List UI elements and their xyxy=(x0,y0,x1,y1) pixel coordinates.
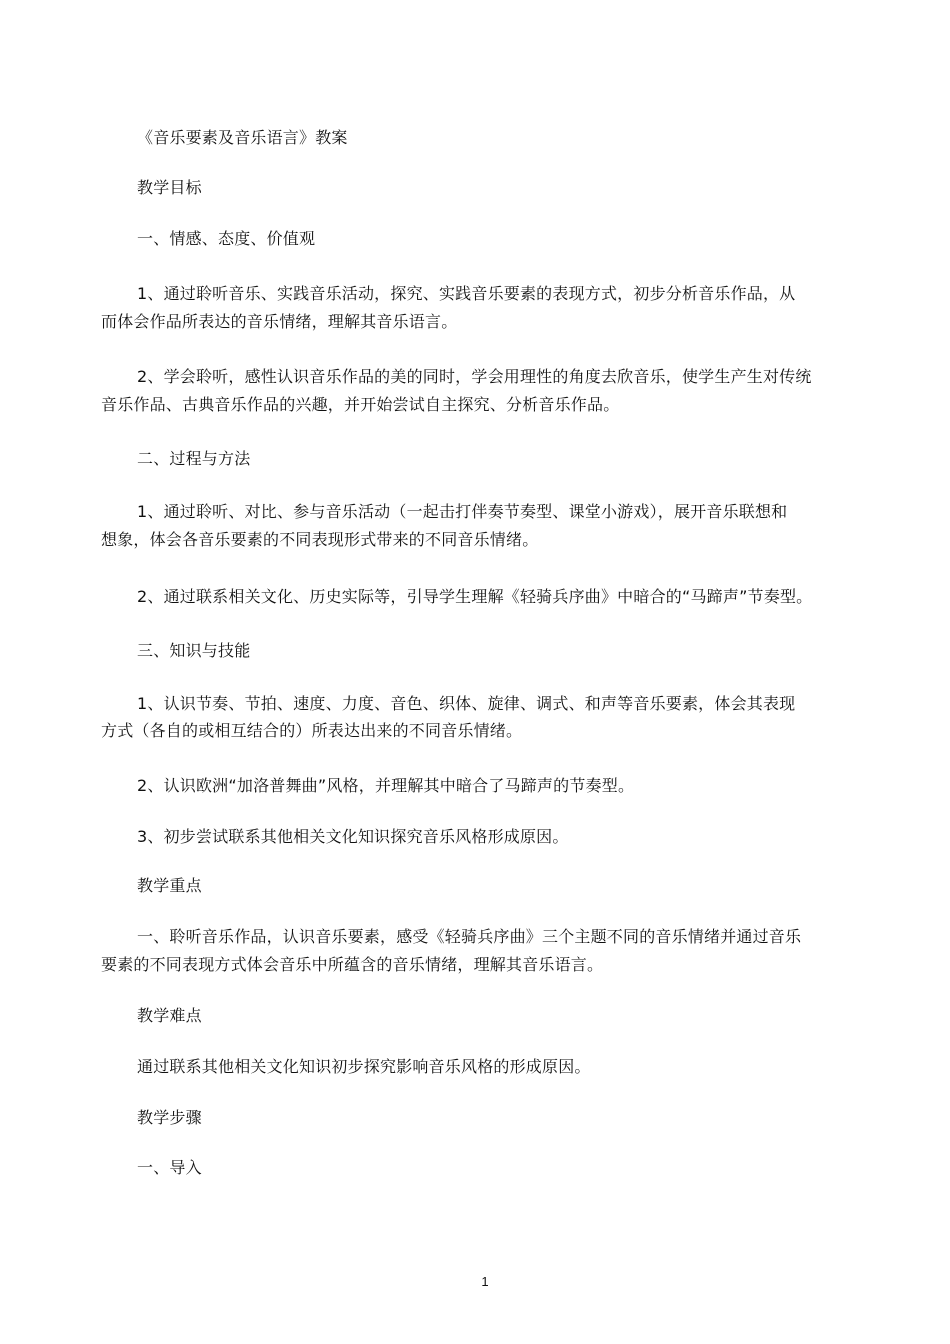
knowledge-paragraph-3: 3、初步尝试联系其他相关文化知识探究音乐风格形成原因。 xyxy=(137,827,569,846)
key-points-line-1: 一、聆听音乐作品，认识音乐要素，感受《轻骑兵序曲》三个主题不同的音乐情绪并通过音乐 xyxy=(137,927,802,946)
knowledge-heading: 三、知识与技能 xyxy=(137,641,251,660)
emotion-paragraph-2-line-2: 音乐作品、古典音乐作品的兴趣，并开始尝试自主探究、分析音乐作品。 xyxy=(101,395,620,414)
emotion-heading: 一、情感、态度、价值观 xyxy=(137,229,316,248)
knowledge-paragraph-2: 2、认识欧洲“加洛普舞曲”风格，并理解其中暗合了马蹄声的节奏型。 xyxy=(137,776,635,795)
teaching-goals-heading: 教学目标 xyxy=(137,178,202,197)
knowledge-paragraph-1-line-1: 1、认识节奏、节拍、速度、力度、音色、织体、旋律、调式、和声等音乐要素，体会其表现 xyxy=(137,694,796,713)
key-points-line-2: 要素的不同表现方式体会音乐中所蕴含的音乐情绪，理解其音乐语言。 xyxy=(101,955,604,974)
emotion-paragraph-1-line-1: 1、通过聆听音乐、实践音乐活动，探究、实践音乐要素的表现方式，初步分析音乐作品，从 xyxy=(137,284,796,303)
difficulties-heading: 教学难点 xyxy=(137,1006,202,1025)
key-points-heading: 教学重点 xyxy=(137,876,202,895)
knowledge-paragraph-1-line-2: 方式（各自的或相互结合的）所表达出来的不同音乐情绪。 xyxy=(101,721,523,740)
emotion-paragraph-2-line-1: 2、学会聆听，感性认识音乐作品的美的同时，学会用理性的角度去欣音乐，使学生产生对传统 xyxy=(137,367,812,386)
process-paragraph-2: 2、通过联系相关文化、历史实际等，引导学生理解《轻骑兵序曲》中暗合的“马蹄声”节奏型。 xyxy=(137,587,813,606)
process-paragraph-1-line-1: 1、通过聆听、对比、参与音乐活动（一起击打伴奏节奏型、课堂小游戏），展开音乐联想和 xyxy=(137,502,788,521)
steps-item-1: 一、导入 xyxy=(137,1158,202,1177)
difficulties-text: 通过联系其他相关文化知识初步探究影响音乐风格的形成原因。 xyxy=(137,1057,591,1076)
process-heading: 二、过程与方法 xyxy=(137,449,251,468)
document-title: 《音乐要素及音乐语言》教案 xyxy=(137,128,348,147)
emotion-paragraph-1-line-2: 而体会作品所表达的音乐情绪，理解其音乐语言。 xyxy=(101,312,458,331)
steps-heading: 教学步骤 xyxy=(137,1108,202,1127)
process-paragraph-1-line-2: 想象，体会各音乐要素的不同表现形式带来的不同音乐情绪。 xyxy=(101,530,539,549)
page-number: 1 xyxy=(481,1274,489,1289)
